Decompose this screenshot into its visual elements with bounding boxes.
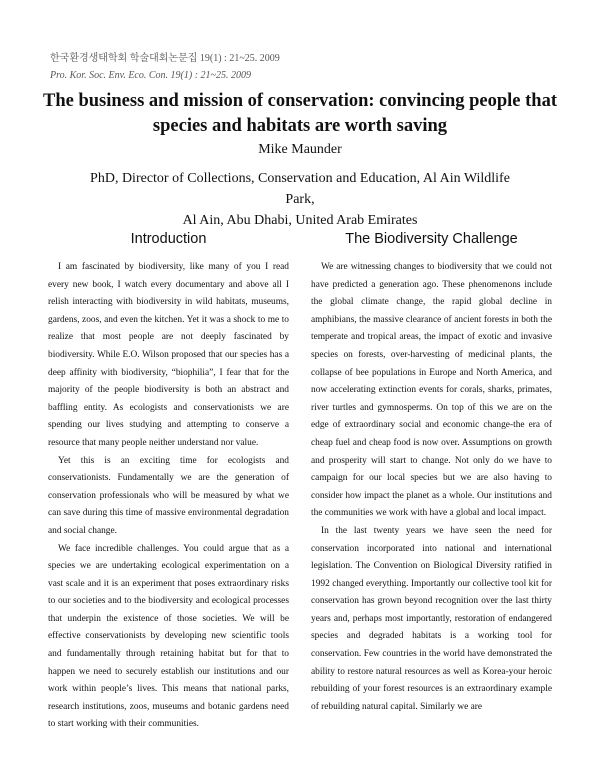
biodiversity-challenge-paragraph: We are witnessing changes to biodiversity that we could not have predicted a generation ago. These phenomenons include the global climate change, the rapid global decline in amphibians, the massive clearance of ancient forests in both the temperate and tropical areas, the impact of exotic and invasive species on forests, over-harvesting of medicinal plants, the collapse of bee populations in Europe and North America, and now accelerating extinction events for corals, sharks, primates, river turtles and gymnosperms. On top of this we are on the edge of extraordinary social and economic change-the era of cheap fuel and cheap food is now over. Assumptions on growth and prosperity will start to change. Not only do we have to campaign for our local species but we are also having to consider how impact the planet as a whole. Our institutions and the communities we work with have a global and local impact. <box>311 262 552 519</box>
affiliation-line-2: Al Ain, Abu Dhabi, United Arab Emirates <box>182 213 418 228</box>
biodiversity-challenge-heading: The Biodiversity Challenge <box>345 231 518 247</box>
biodiversity-challenge-section <box>311 230 552 716</box>
introduction-section <box>48 230 289 734</box>
introduction-heading: Introduction <box>130 231 207 247</box>
journal-citation-korean: 한국환경생태학회 학술대회논문집 19(1) : 21~25. 2009 <box>50 53 280 64</box>
journal-citation-english: Pro. Kor. Soc. Env. Eco. Con. 19(1) : 21~25. 2009 <box>50 70 251 81</box>
introduction-paragraph: We face incredible challenges. You could argue that as a species we are undertaking ecological experimentation on a vast scale and it is an experiment that poses extraordinary risks to our societies and to the biodiversity and ecological processes that underpin the existence of those societies. We will be effective conservationists by developing new scientific tools and fundamentally through retaining habitat but for that to happen we need to securely establish our institutions and our work within people’s lives. This means that national parks, research institutions, zoos, museums and botanic gardens need to start working with their communities. <box>48 543 289 730</box>
running-head <box>50 50 280 84</box>
introduction-paragraph: I am fascinated by biodiversity, like many of you I read every new book, I watch every documentary and above all I relish interacting with biodiversity in wild habitats, museums, gardens, zoos, and even the kitchen. Yet it was a shock to me to realize that most people are not deeply fascinated by biodiversity. While E.O. Wilson proposed that our species has a deep affinity with biodiversity, “biophilia”, I fear that for the majority of the people biodiversity is both an abstract and baffling entity. As ecologists and conservationists we are spending our lives studying and attempting to conserve a resource that many people neither understand nor value. <box>48 262 289 448</box>
introduction-paragraph: Yet this is an exciting time for ecologists and conservationists. Fundamentally we are the generation of conservation professionals who will be measured by what we can save during this time of massive environmental degradation and social change. <box>48 455 289 536</box>
author-affiliation <box>80 168 520 231</box>
affiliation-line-1: PhD, Director of Collections, Conservation and Education, Al Ain Wildlife Park, <box>90 171 510 207</box>
author-name: Mike Maunder <box>258 142 342 157</box>
biodiversity-challenge-paragraph: In the last twenty years we have seen the need for conservation incorporated into national and international legislation. The Convention on Biological Diversity ratified in 1992 changed everything. Importantly our collective tool kit for conservation has grown beyond recognition over the last thirty years and, perhaps most importantly, restoration of endangered species and degraded habitats is a working tool for conservation. Few countries in the world have demonstrated the ability to restore natural resources as well as Korea-your heroic rebuilding of your forest resources is an extraordinary example of rebuilding natural capital. Similarly we are <box>311 525 552 712</box>
paper-title: The business and mission of conservation: convincing people that species and habitats are worth saving <box>43 91 557 136</box>
